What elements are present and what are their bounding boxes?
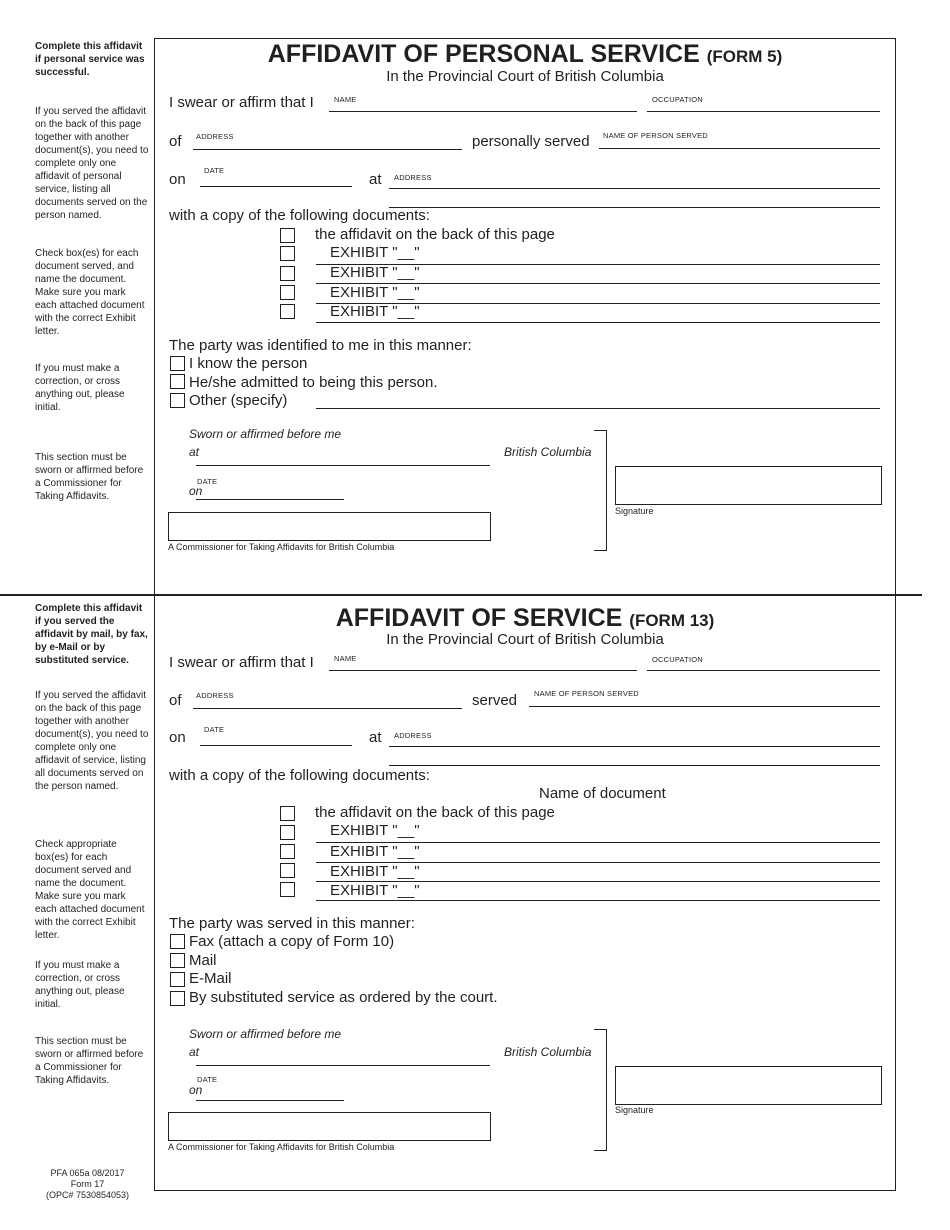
form13-at-address-field[interactable] — [389, 746, 880, 747]
form13-court: In the Provincial Court of British Columbia — [386, 631, 664, 648]
form13-date-field[interactable] — [200, 745, 352, 746]
form13-occupation-field[interactable] — [647, 670, 880, 671]
form13-on-label: on — [169, 729, 186, 746]
form5-manner-checkbox[interactable] — [170, 374, 185, 389]
form13-occupation-label: OCCUPATION — [652, 655, 703, 664]
form5-served-label: personally served — [472, 133, 590, 150]
form5-commissioner-label: A Commissioner for Taking Affidavits for British Columbia — [168, 542, 395, 552]
form5-sworn-at-field[interactable] — [196, 465, 490, 466]
form5-signature-label: Signature — [615, 506, 654, 516]
form13-address-label: ADDRESS — [196, 691, 234, 700]
form5-at-address-label: ADDRESS — [394, 173, 432, 182]
form13-signature-label: Signature — [615, 1105, 654, 1115]
form5-date-field[interactable] — [200, 186, 352, 187]
form13-of-label: of — [169, 692, 182, 709]
form5-manner-option: I know the person — [189, 355, 308, 372]
form13-commissioner-label: A Commissioner for Taking Affidavits for British Columbia — [168, 1142, 395, 1152]
form5-title: AFFIDAVIT OF PERSONAL SERVICE (FORM 5) — [267, 40, 783, 68]
form13-copy-label: with a copy of the following documents: — [169, 767, 430, 784]
footer-code: PFA 065a 08/2017 — [50, 1168, 125, 1178]
form5-exhibit-checkbox[interactable] — [280, 266, 295, 281]
form13-at-address-label: ADDRESS — [394, 731, 432, 740]
form-footer — [35, 1168, 140, 1201]
form5-manner-checkbox[interactable] — [170, 393, 185, 408]
form13-name-field[interactable] — [329, 670, 637, 671]
form5-of-label: of — [169, 133, 182, 150]
form13-manner-option: By substituted service as ordered by the court. — [189, 989, 498, 1006]
form5-exhibit-checkbox[interactable] — [280, 285, 295, 300]
form13-manner-checkbox[interactable] — [170, 972, 185, 987]
form13-sworn-date-label: DATE — [197, 1075, 218, 1084]
form13-sworn-date-field[interactable] — [196, 1100, 344, 1101]
form13-manner-option: Fax (attach a copy of Form 10) — [189, 933, 395, 950]
sidebar-top-instructions-4: This section must be sworn or affirmed before a Commissioner for Taking Affidavits. — [35, 452, 144, 502]
form13-doc-affidavit-checkbox[interactable] — [280, 806, 295, 821]
form13-bc-label: British Columbia — [504, 1045, 592, 1059]
form5-signature-box[interactable] — [615, 466, 882, 505]
form5-exhibit-label: EXHIBIT "__" — [330, 284, 420, 301]
footer-opc: (OPC# 7530854053) — [45, 1190, 130, 1200]
form13-manner-checkbox[interactable] — [170, 953, 185, 968]
form13-sworn-on-label: on — [189, 1083, 203, 1097]
form5-sworn-date-label: DATE — [197, 477, 218, 486]
form5-copy-label: with a copy of the following documents: — [169, 207, 430, 224]
form13-manner-checkbox[interactable] — [170, 991, 185, 1006]
form13-signature-box[interactable] — [615, 1066, 882, 1105]
form5-manner-heading: The party was identified to me in this manner: — [169, 337, 472, 354]
form5-name-field[interactable] — [329, 111, 637, 112]
form5-exhibit-label: EXHIBIT "__" — [330, 264, 420, 281]
form5-commissioner-stamp-box[interactable] — [168, 512, 491, 541]
form5-person-label: NAME OF PERSON SERVED — [603, 131, 708, 140]
form5-manner-checkbox[interactable] — [170, 356, 185, 371]
form5-swear-label: I swear or affirm that I — [169, 94, 314, 111]
sidebar-bottom-instructions-1: If you served the affidavit on the back of this page together with another document(s), you need to complete only one affidavit of service, listing all documents served on the person named. — [35, 690, 149, 792]
form5-occupation-field[interactable] — [647, 111, 880, 112]
form13-doc-name-heading: Name of document — [539, 785, 666, 802]
form5-court: In the Provincial Court of British Columbia — [386, 68, 664, 85]
form5-exhibit-label: EXHIBIT "__" — [330, 244, 420, 261]
sidebar-bottom-heading: Complete this affidavit if you served the affidavit by mail, by fax, by e-Mail or by substituted service. — [35, 603, 148, 666]
form5-exhibit-checkbox[interactable] — [280, 246, 295, 261]
form5-exhibit-checkbox[interactable] — [280, 304, 295, 319]
form5-other-field[interactable] — [316, 408, 880, 409]
form5-occupation-label: OCCUPATION — [652, 95, 703, 104]
form5-sworn-label: Sworn or affirmed before me — [189, 427, 342, 441]
form13-person-field[interactable] — [529, 706, 880, 707]
form13-at-label: at — [369, 729, 382, 746]
form5-date-label: DATE — [204, 166, 225, 175]
form5-doc-affidavit-label: the affidavit on the back of this page — [315, 226, 555, 243]
section-divider — [0, 594, 922, 596]
form5-exhibit-label: EXHIBIT "__" — [330, 303, 420, 320]
form13-commissioner-stamp-box[interactable] — [168, 1112, 491, 1141]
form5-address-label: ADDRESS — [196, 132, 234, 141]
form13-manner-option: Mail — [189, 952, 217, 969]
form13-manner-checkbox[interactable] — [170, 934, 185, 949]
form13-sworn-at-field[interactable] — [196, 1065, 490, 1066]
form13-exhibit-checkbox[interactable] — [280, 844, 295, 859]
form13-manner-heading: The party was served in this manner: — [169, 915, 415, 932]
form13-sworn-label: Sworn or affirmed before me — [189, 1027, 342, 1041]
form13-swear-label: I swear or affirm that I — [169, 654, 314, 671]
form13-exhibit-checkbox[interactable] — [280, 863, 295, 878]
form5-at-label: at — [369, 171, 382, 188]
form13-doc-affidavit-label: the affidavit on the back of this page — [315, 804, 555, 821]
form5-name-label: NAME — [334, 95, 357, 104]
form5-address-field[interactable] — [193, 149, 462, 150]
form13-exhibit-field[interactable] — [316, 900, 880, 901]
form5-doc-affidavit-checkbox[interactable] — [280, 228, 295, 243]
sidebar-top-instructions-2: Check box(es) for each document served, and name the document. Make sure you mark each attached document with the correct Exhibit letter. — [35, 248, 145, 337]
form5-exhibit-field[interactable] — [316, 322, 880, 323]
form13-exhibit-label: EXHIBIT "__" — [330, 843, 420, 860]
form13-exhibit-checkbox[interactable] — [280, 882, 295, 897]
sidebar-top-instructions-3: If you must make a correction, or cross anything out, please initial. — [35, 363, 125, 413]
form5-person-field[interactable] — [599, 148, 880, 149]
form13-served-label: served — [472, 692, 518, 709]
footer-form: Form 17 — [70, 1179, 105, 1189]
form13-exhibit-label: EXHIBIT "__" — [330, 863, 420, 880]
form13-manner-option: E-Mail — [189, 970, 232, 987]
form13-person-label: NAME OF PERSON SERVED — [534, 689, 639, 698]
form5-bc-label: British Columbia — [504, 445, 592, 459]
form13-exhibit-checkbox[interactable] — [280, 825, 295, 840]
sidebar-top-instructions-1: If you served the affidavit on the back of this page together with another document(s), you need to complete only one affidavit of personal service, listing all documents served on the person named. — [35, 106, 149, 221]
form5-at-address-field-2[interactable] — [389, 207, 880, 208]
form13-exhibit-label: EXHIBIT "__" — [330, 882, 420, 899]
form5-sworn-date-field[interactable] — [196, 499, 344, 500]
form13-sworn-at-label: at — [189, 1045, 200, 1059]
form13-bracket — [594, 1029, 607, 1151]
form5-manner-option: Other (specify) — [189, 392, 288, 409]
sidebar-bottom-instructions-3: If you must make a correction, or cross anything out, please initial. — [35, 960, 125, 1010]
form5-sworn-on-label: on — [189, 484, 203, 498]
form5-manner-option: He/she admitted to being this person. — [189, 374, 438, 391]
form13-title: AFFIDAVIT OF SERVICE (FORM 13) — [335, 604, 715, 632]
form5-bracket — [594, 430, 607, 551]
form13-date-label: DATE — [204, 725, 225, 734]
form13-address-field[interactable] — [193, 708, 462, 709]
form13-exhibit-label: EXHIBIT "__" — [330, 822, 420, 839]
form5-on-label: on — [169, 171, 186, 188]
sidebar-top-heading: Complete this affidavit if personal service was successful. — [35, 41, 145, 78]
form5-sworn-at-label: at — [189, 445, 200, 459]
form5-at-address-field[interactable] — [389, 188, 880, 189]
form13-at-address-field-2[interactable] — [389, 765, 880, 766]
form13-name-label: NAME — [334, 654, 357, 663]
sidebar-bottom-instructions-4: This section must be sworn or affirmed before a Commissioner for Taking Affidavits. — [35, 1036, 144, 1086]
sidebar-bottom-instructions-2: Check appropriate box(es) for each document served and name the document. Make sure you mark each attached document with the correct Exhibit letter. — [35, 839, 145, 941]
